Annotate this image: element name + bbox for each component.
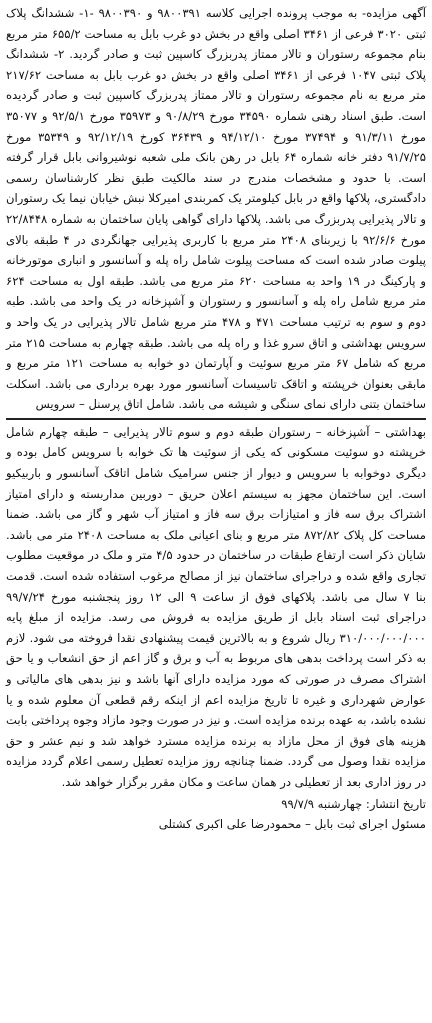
notice-paragraph-1: آگهی مزایده- به موجب پرونده اجرایی کلاسه ۹۸۰۰۳۹۱ و ۹۸۰۰۳۹۰ -۱- ششدانگ پلاک ثبتی ۳۰۲۰ فرعی از ۳۴۶۱ اصلی واقع در بخش دو غرب بابل به مساحت ۶۵۵/۲ متر مربع بنام مجموعه رستوران و تالار ممتاز پدربزرگ کاسپین ثبت و صادر گردید. ۲- ششدانگ پلاک ثبتی ۱۰۴۷ فرعی از ۳۴۶۱ اصلی واقع در بخش دو غرب بابل به مساحت ۲۱۷/۶۲ متر مربع به نام مجموعه رستوران و تالار ممتاز پدربزرگ کاسپین ثبت و صادر گردیده است. طبق اسناد رهنی شماره ۳۴۵۹۰ مورخ ۹۰/۸/۲۹ و ۳۵۹۷۳ مورخ ۹۲/۵/۱ و ۳۵۰۷۷ مورخ ۹۱/۳/۱۱ و ۳۷۴۹۴ مورخ ۹۴/۱۲/۱۰ و ۳۶۴۳۹ کورخ ۹۲/۱۲/۱۹ و ۳۵۳۴۹ مورخ ۹۱/۷/۲۵ دفتر خانه شماره ۶۴ بابل در رهن بانک ملی شعبه نوشیروانی بابل قرار گرفته است. با حدود و مشخصات مندرج در سند مالکیت طبق نظر کارشناسان رسمی دادگستری، پلاکها واقع در بابل کیلومتر یک کمربندی امیرکلا نبش خیابان نیما یک رستوران و تالار پذیرایی پدربزرگ می باشد. پلاکها دارای گواهی پایان ساختمان به شماره ۲۲/۸۴۴۸ مورخ ۹۲/۶/۶ با زیربنای ۲۴۰۸ متر مربع با کاربری پذیرایی جهانگردی در ۴ طبقه بالای پیلوت صادر شده است که مساحت پیلوت شامل راه پله و آسانسور و انباری موتورخانه و پارکینگ در ۱۹ واحد به مساحت ۶۲۰ متر مربع می باشد. طبقه اول به مساحت ۶۲۴ متر مربع شامل راه پله و آسانسور و رستوران و آشپزخانه در یک واحد می باشد. طبه دوم و سوم به ترتیب مساحت ۴۷۱ و ۴۷۸ متر مربع شامل تالار پذیرایی در یک واحد و سرویس بهداشتی و اتاق سرو غذا و راه پله می باشد. طبقه چهارم به مساحت ۲۱۵ متر مربع که شامل ۶۷ متر مربع سوئیت و آپارتمان دو خوابه به مساحت ۱۲۱ متر مربع و مابقی بعنوان خرپشته و اتاقک تاسیسات آسانسور مورد بهره برداری می باشد. اسکلت ساختمان بتنی دارای نمای سنگی و شیشه می باشد. شامل اتاق پرسنل – سرویس: [6, 6, 427, 412]
notice-paragraph-2: بهداشتی – آشپزخانه – رستوران طبقه دوم و سوم تالار پذیرایی – طبقه چهارم شامل خرپشته دو سوئیت مسکونی که یکی از سوئیت ها تک خوابه با سرویس کامل بوده و دیگری دوخوابه با سرویس و دیوار از جنس سرامیک شامل اتاقک آسانسور و باربیکیو است. این ساختمان مجهز به سیستم اعلان حریق – دوربین مداربسته و دارای امتیاز اشتراک برق سه فاز و امتیازات برق سه فاز و امتیاز آب شهر و گاز می باشد. ضمنا مساحت کل پلاک ۸۷۲/۸۲ متر مربع و بنای اعیانی ملک به مساحت ۲۴۰۸ متر می باشد. شایان ذکر است ارتفاع طبقات در ساختمان در حدود ۴/۵ متر و ملک در موقعیت مطلوب تجاری واقع شده و دراجرای ساختمان نیز از مصالح مرغوب استفاده شده است. قدمت بنا ۷ سال می باشد. پلاکهای فوق از ساعت ۹ الی ۱۲ روز پنجشنبه مورخ ۹۹/۷/۲۴ دراجرای ثبت اسناد بابل از طریق مزایده به فروش می رسد. مزایده از مبلغ پایه ۳۱۰/۰۰۰/۰۰۰/۰۰۰ ریال شروع و به بالاترین قیمت پیشنهادی نقدا فروخته می شود. لازم به ذکر است پرداخت بدهی های مربوط به آب و برق و گاز اعم از حق انشعاب و یا حق اشتراک مصرف در صورتی که مورد مزایده دارای آنها باشد و نیز بدهی های مالیاتی و عوارض شهرداری و غیره تا تاریخ مزایده اعم از اینکه رقم قطعی آن معلوم شده و یا نشده باشد، به عهده برنده مزایده است. و نیز در صورت وجود مازاد وجوه پرداختی بابت هزینه های فوق از محل مازاد به برنده مزایده مسترد خواهد شد و نیم عشر و حق مزایده نقدا وصول می گردد. ضمنا چنانچه روز مزایده تعطیل رسمی اعلام گردد مزایده در روز اداری بعد از تعطیلی در همان ساعت و مکان مقرر برگزار خواهد شد.: [6, 424, 427, 789]
notice-footer: [6, 794, 426, 835]
signature-line: مسئول اجرای ثبت بابل – محمودرضا علی اکبری کشتلی: [158, 817, 426, 832]
publish-date: تاریخ انتشار: چهارشنبه ۹۹/۷/۹: [281, 796, 426, 811]
column-divider: [6, 418, 426, 420]
notice-body-part-1: [6, 3, 426, 415]
notice-body-part-2: [6, 422, 426, 793]
